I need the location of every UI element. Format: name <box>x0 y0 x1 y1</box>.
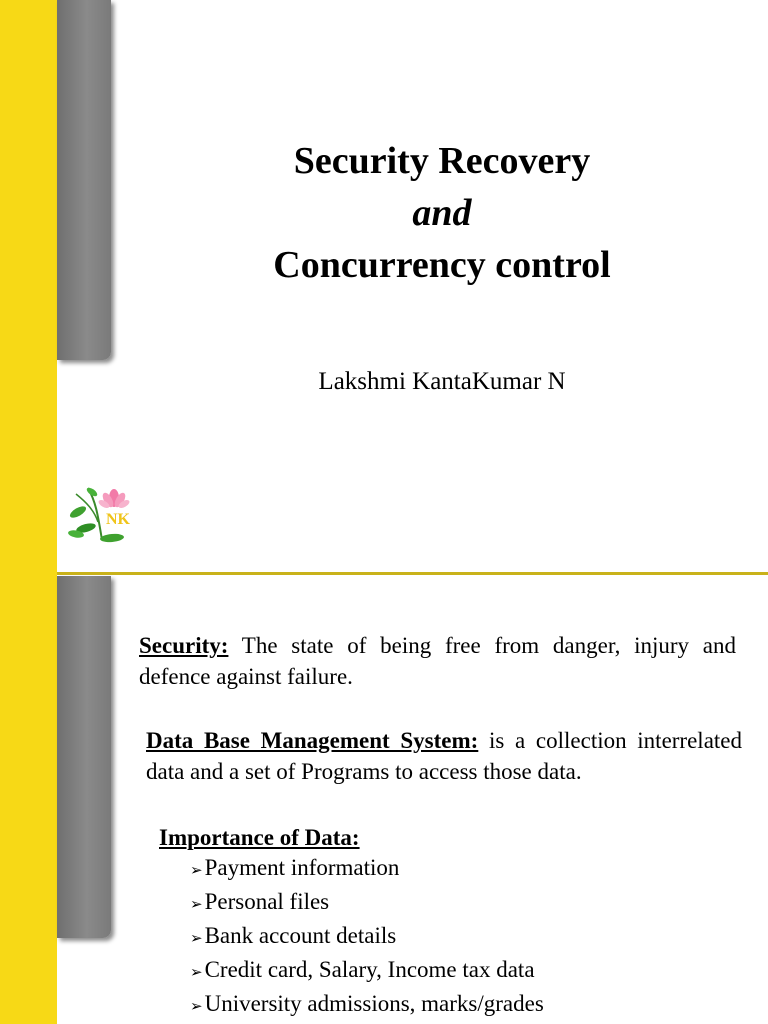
dbms-text: is a collection interrelated data and a set of Programs to access those data. <box>146 728 742 784</box>
list-item <box>190 988 544 1022</box>
dbms-term: Data Base Management System: <box>146 728 479 753</box>
arrow-bullet-icon: ➢ <box>190 861 203 879</box>
list-item <box>190 852 544 886</box>
arrow-bullet-icon: ➢ <box>190 895 203 913</box>
logo-monogram: NK <box>106 511 130 528</box>
dbms-definition <box>146 725 742 787</box>
lotus-logo-icon <box>68 482 138 544</box>
title-line-3: Concurrency control <box>273 244 611 286</box>
arrow-bullet-icon: ➢ <box>190 963 203 981</box>
importance-list <box>190 852 544 1022</box>
list-item <box>190 954 544 988</box>
security-definition <box>139 630 736 692</box>
arrow-bullet-icon: ➢ <box>190 929 203 947</box>
list-item-text: Bank account details <box>204 923 397 948</box>
slide-divider <box>57 572 768 575</box>
list-item <box>190 886 544 920</box>
list-item <box>190 920 544 954</box>
sidebar-gray-tab-bottom <box>57 576 111 938</box>
slide-title <box>120 135 764 291</box>
sidebar-gray-tab-top <box>57 0 111 360</box>
title-line-2: and <box>412 192 472 234</box>
security-text: The state of being free from danger, injury and defence against failure. <box>139 633 736 689</box>
arrow-bullet-icon: ➢ <box>190 997 203 1015</box>
title-line-1: Security Recovery <box>293 140 591 182</box>
list-item-text: Credit card, Salary, Income tax data <box>204 957 535 982</box>
list-item-text: Payment information <box>204 855 400 880</box>
list-item-text: Personal files <box>204 889 330 914</box>
sidebar-yellow-bar <box>0 0 57 1024</box>
importance-heading: Importance of Data: <box>159 825 360 850</box>
author-name: Lakshmi KantaKumar N <box>318 368 566 395</box>
security-term: Security: <box>139 633 229 658</box>
list-item-text: University admissions, marks/grades <box>204 991 544 1016</box>
